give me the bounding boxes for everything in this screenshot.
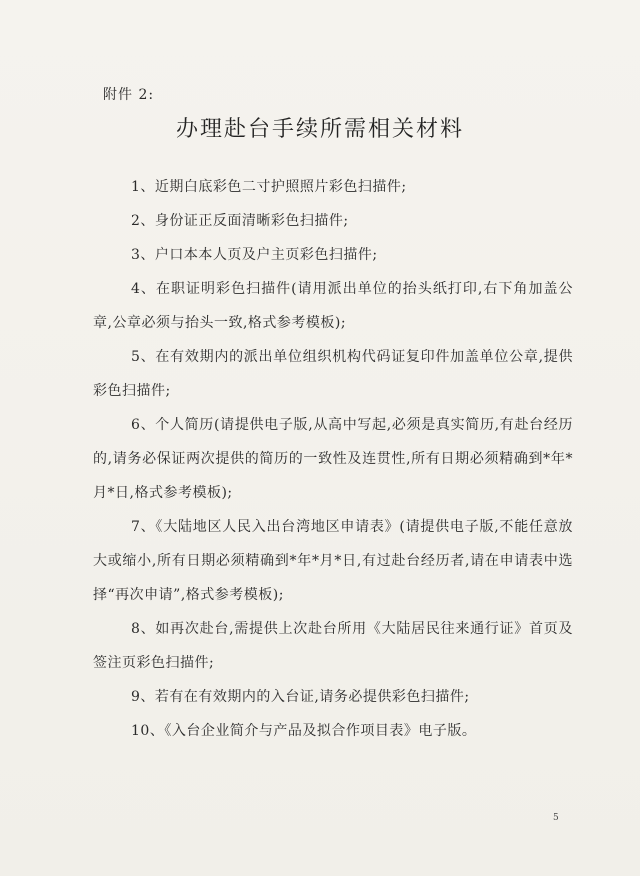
list-item: 4、在职证明彩色扫描件(请用派出单位的抬头纸打印,右下角加盖公章,公章必须与抬头一致,格式参考模板); bbox=[93, 281, 573, 331]
materials-list bbox=[93, 170, 573, 748]
annex-label: 附件 2: bbox=[103, 87, 155, 103]
list-item: 1、近期白底彩色二寸护照照片彩色扫描件; bbox=[131, 179, 407, 195]
list-item: 8、如再次赴台,需提供上次赴台所用《大陆居民往来通行证》首页及签注页彩色扫描件; bbox=[93, 621, 573, 671]
list-item: 6、个人简历(请提供电子版,从高中写起,必须是真实简历,有赴台经历的,请务必保证两次提供的简历的一致性及连贯性,所有日期必须精确到*年*月*日,格式参考模板); bbox=[93, 417, 573, 501]
document-title: 办理赴台手续所需相关材料 bbox=[175, 117, 464, 142]
list-item: 7、《大陆地区人民入出台湾地区申请表》(请提供电子版,不能任意放大或缩小,所有日期必须精确到*年*月*日,有过赴台经历者,请在申请表中选择“再次申请”,格式参考模板); bbox=[93, 519, 573, 603]
list-item: 2、身份证正反面清晰彩色扫描件; bbox=[131, 213, 349, 229]
list-item: 9、若有在有效期内的入台证,请务必提供彩色扫描件; bbox=[131, 689, 470, 705]
list-item: 10、《入台企业简介与产品及拟合作项目表》电子版。 bbox=[131, 723, 477, 739]
list-item: 3、户口本本人页及户主页彩色扫描件; bbox=[131, 247, 378, 263]
page-number: 5 bbox=[553, 813, 559, 823]
list-item: 5、在有效期内的派出单位组织机构代码证复印件加盖单位公章,提供彩色扫描件; bbox=[93, 349, 573, 399]
